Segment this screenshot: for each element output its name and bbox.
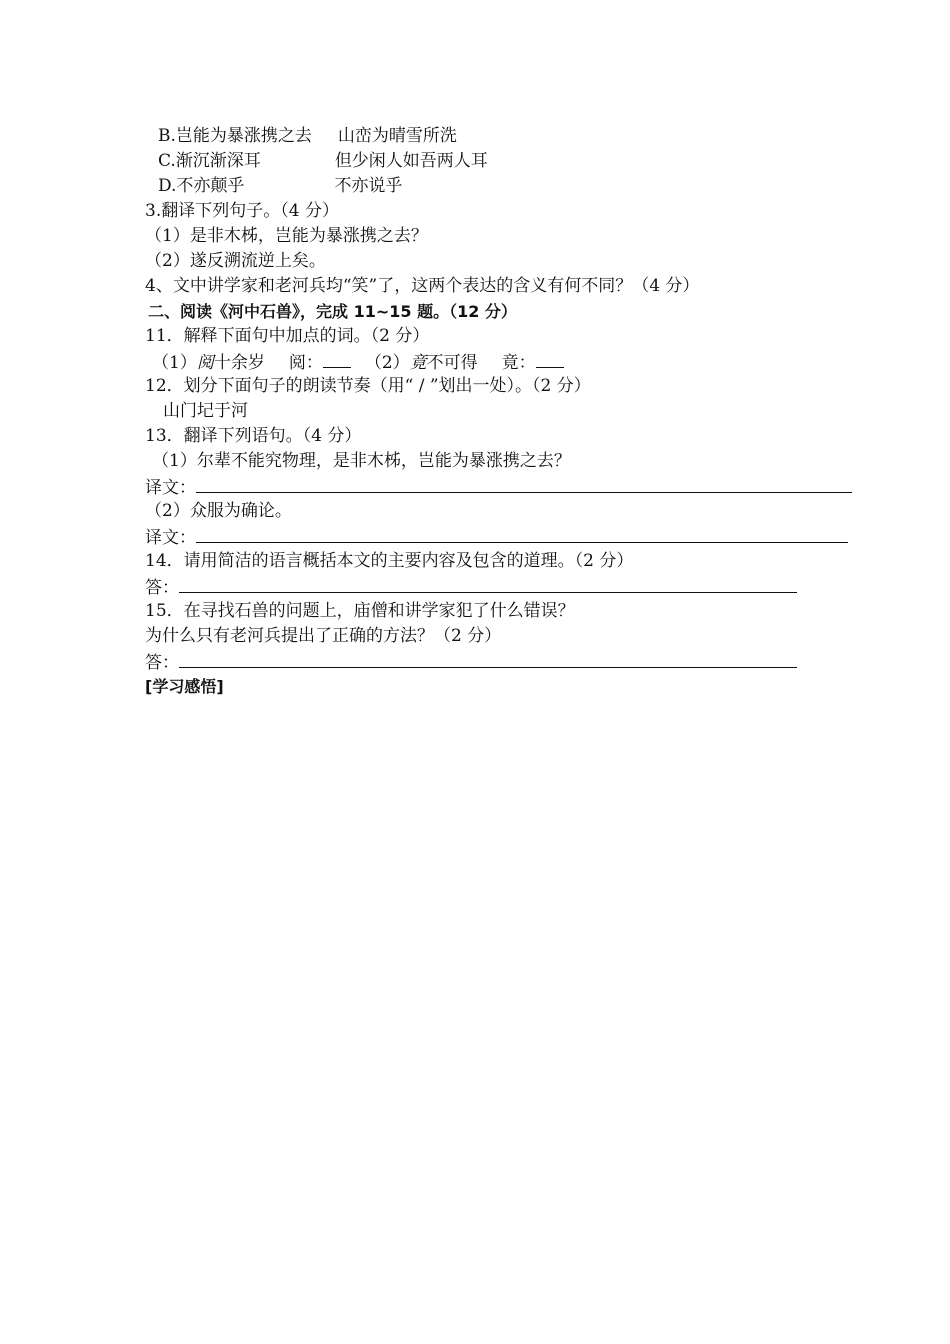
q11-item1-blank[interactable]	[323, 349, 351, 368]
question-15-answer	[145, 649, 797, 674]
q11-item2-prefix: （2）	[364, 353, 410, 373]
option-d-left: D.不亦颠乎	[158, 176, 245, 196]
q14-answer-line[interactable]	[179, 574, 797, 593]
q11-item1-dotted-word: 阅	[196, 353, 214, 373]
option-b-left: B.岂能为暴涨携之去	[158, 126, 312, 146]
q15-answer-label: 答：	[145, 653, 179, 673]
q13-translation-label-1: 译文：	[145, 478, 196, 498]
question-14-title: 14．请用简洁的语言概括本文的主要内容及包含的道理。（2 分）	[145, 551, 634, 571]
q11-item2-dotted-word: 竟	[409, 353, 427, 373]
q11-item1-label: 阅：	[288, 353, 323, 373]
option-d	[158, 174, 402, 199]
q14-answer-label: 答：	[145, 578, 179, 598]
question-11-items	[152, 349, 564, 374]
study-reflection-heading: [学习感悟]	[145, 677, 224, 696]
q11-item2-blank[interactable]	[536, 349, 564, 368]
option-b-right: 山峦为晴雪所洗	[337, 126, 457, 146]
question-13-sentence-1: （1）尔辈不能究物理，是非木柹，岂能为暴涨携之去？	[152, 451, 571, 471]
question-13-answer-2	[145, 524, 848, 549]
question-13-sentence-2: （2）众服为确论。	[145, 501, 292, 521]
question-4-title: 4、文中讲学家和老河兵均“笑”了，这两个表达的含义有何不同？（4 分）	[145, 276, 700, 296]
question-3-title: 3.翻译下列句子。（4 分）	[145, 201, 339, 221]
option-c-right: 但少闲人如吾两人耳	[334, 151, 488, 171]
question-12-sentence: 山门圮于河	[163, 401, 248, 421]
option-b	[158, 124, 457, 149]
question-15-title-2: 为什么只有老河兵提出了正确的方法？（2 分）	[145, 626, 502, 646]
question-13-answer-1	[145, 474, 852, 499]
q13-translation-label-2: 译文：	[145, 528, 196, 548]
q11-item2-label: 竟：	[501, 353, 536, 373]
question-14-answer	[145, 574, 797, 599]
q13-translation-line-1[interactable]	[196, 474, 852, 493]
option-c-left: C.渐沉渐深耳	[158, 151, 261, 171]
option-d-right: 不亦说乎	[334, 176, 403, 196]
q11-item1-prefix: （1）	[152, 353, 197, 373]
q11-item1-rest: 十余岁	[213, 353, 265, 373]
q13-translation-line-2[interactable]	[196, 524, 848, 543]
question-3-sentence-2: （2）遂反溯流逆上矣。	[145, 251, 326, 271]
q11-item2-rest: 不可得	[426, 353, 478, 373]
q15-answer-line[interactable]	[179, 649, 797, 668]
question-13-title: 13．翻译下列语句。（4 分）	[145, 426, 362, 446]
option-c	[158, 149, 488, 174]
question-3-sentence-1: （1）是非木柹，岂能为暴涨携之去？	[145, 226, 428, 246]
question-12-title: 12．划分下面句子的朗读节奏（用“ / ”划出一处）。（2 分）	[145, 376, 591, 396]
question-11-title: 11．解释下面句中加点的词。（2 分）	[145, 326, 430, 346]
question-15-title: 15．在寻找石兽的问题上，庙僧和讲学家犯了什么错误？	[145, 601, 575, 621]
section-2-heading: 二、阅读《河中石兽》，完成 11~15 题。（12 分）	[148, 302, 517, 321]
